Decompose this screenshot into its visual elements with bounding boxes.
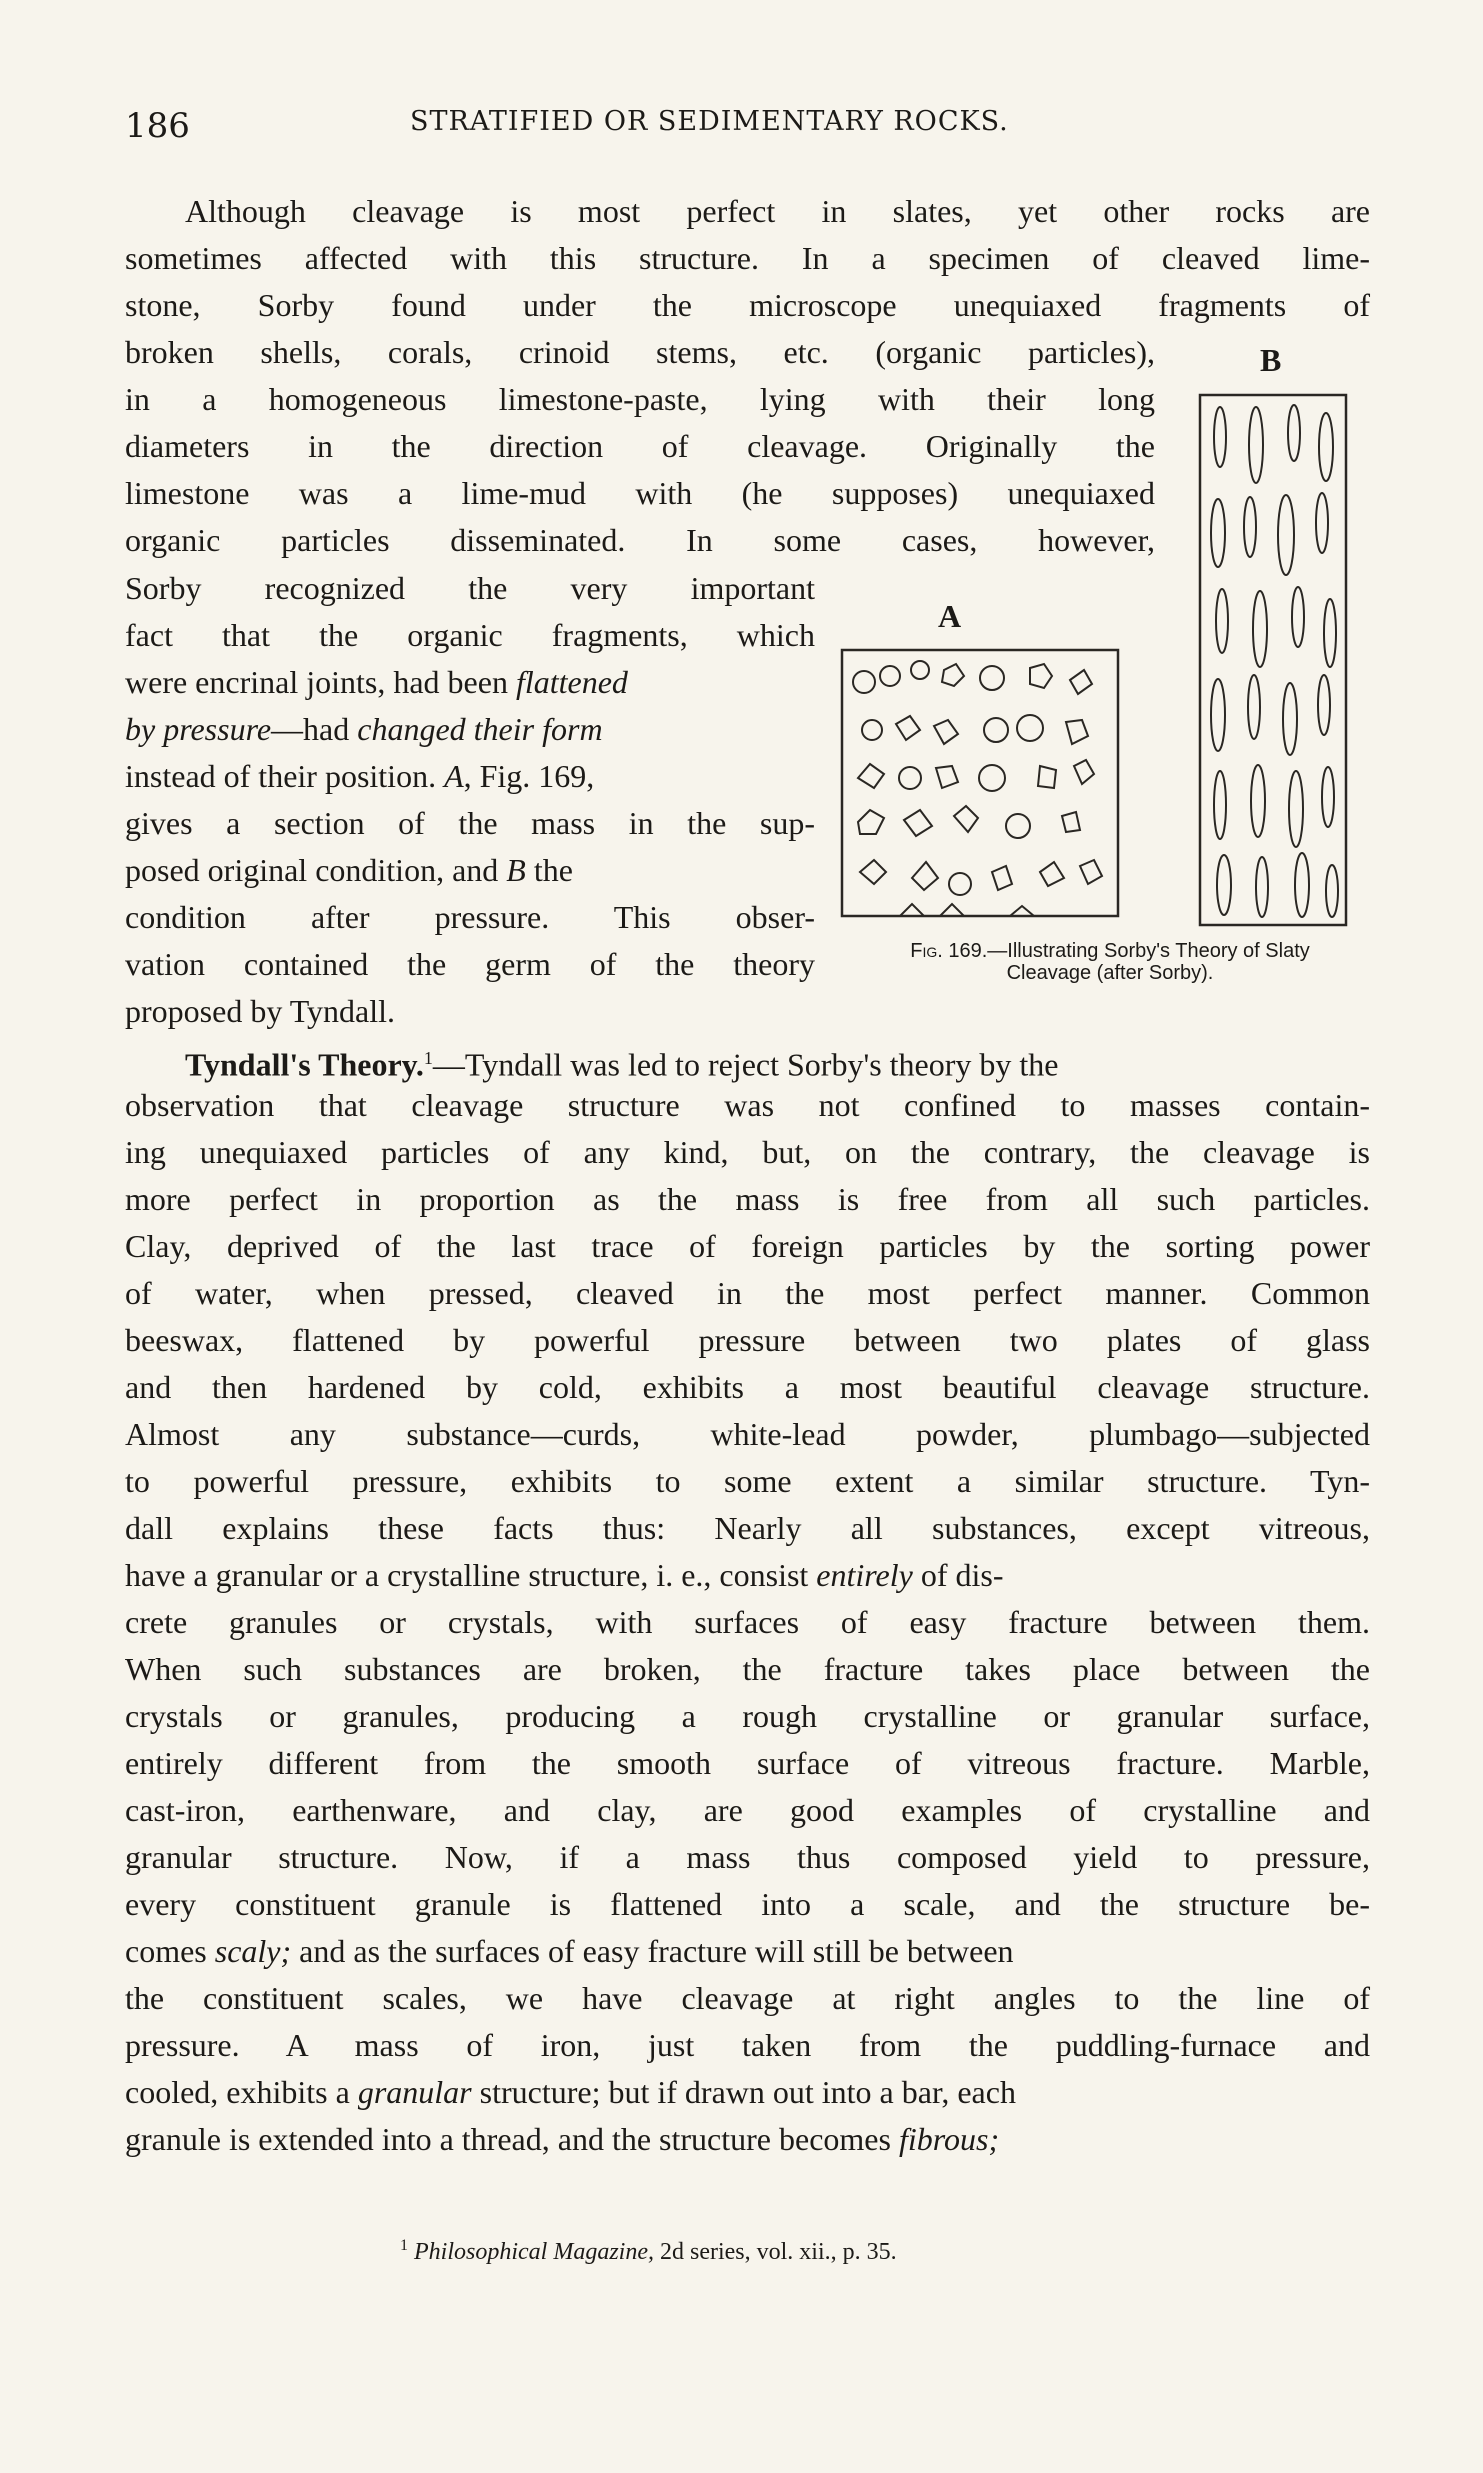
body-line: When such substances are broken, the fracture takes place between the xyxy=(125,1651,1370,1687)
body-line: every constituent granule is flattened into a scale, and the structure be- xyxy=(125,1886,1370,1922)
body-line: in a homogeneous limestone-paste, lying with their long xyxy=(125,381,1155,417)
body-line: Almost any substance—curds, white-lead powder, plumbago—subjected xyxy=(125,1416,1370,1452)
footnote: $^1$ Philosophical Magazine, 2d series, vol. xii., p. 35. xyxy=(400,2237,897,2265)
body-line: have a granular or a crystalline structure, i. e., consist entirely of dis- xyxy=(125,1557,1004,1593)
body-line: the constituent scales, we have cleavage at right angles to the line of xyxy=(125,1980,1370,2016)
body-line: stone, Sorby found under the microscope unequiaxed fragments of xyxy=(125,287,1370,323)
body-line: vation contained the germ of the theory xyxy=(125,946,815,982)
figure-caption: Fig. 169.—Illustrating Sorby's Theory of Slaty Cleavage (after Sorby). xyxy=(910,940,1310,984)
body-line: condition after pressure. This obser- xyxy=(125,899,815,935)
body-line: Sorby recognized the very important xyxy=(125,570,815,606)
figure-a-diagram xyxy=(840,640,1120,920)
body-line: Clay, deprived of the last trace of foreign particles by the sorting power xyxy=(125,1228,1370,1264)
body-line: dall explains these facts thus: Nearly all substances, except vitreous, xyxy=(125,1510,1370,1546)
body-line: gives a section of the mass in the sup- xyxy=(125,805,815,841)
body-line: ing unequiaxed particles of any kind, but, on the contrary, the cleavage is xyxy=(125,1134,1370,1170)
body-line: proposed by Tyndall. xyxy=(125,993,396,1029)
body-line: diameters in the direction of cleavage. Originally the xyxy=(125,428,1155,464)
page-header xyxy=(0,100,1483,150)
page-number: 186 xyxy=(125,106,190,146)
body-line: organic particles disseminated. In some cases, however, xyxy=(125,522,1155,558)
body-line: crystals or granules, producing a rough crystalline or granular surface, xyxy=(125,1698,1370,1734)
body-line: fact that the organic fragments, which xyxy=(125,617,815,653)
body-line: were encrinal joints, had been flattened xyxy=(125,664,628,700)
body-line: instead of their position. A, Fig. 169, xyxy=(125,758,595,794)
figure-b-diagram xyxy=(1198,385,1350,930)
body-line: limestone was a lime-mud with (he supposes) unequiaxed xyxy=(125,475,1155,511)
body-line: granule is extended into a thread, and the structure becomes fibrous; xyxy=(125,2121,1000,2157)
figure-label-a: A xyxy=(938,598,962,634)
body-line: cast-iron, earthenware, and clay, are good examples of crystalline and xyxy=(125,1792,1370,1828)
figure-label-b: B xyxy=(1260,342,1282,378)
running-title: STRATIFIED OR SEDIMENTARY ROCKS. xyxy=(410,106,1009,137)
section-heading-line: Tyndall's Theory.$^1$—Tyndall was led to reject Sorby's theory by the xyxy=(185,1046,1059,1083)
body-line: Although cleavage is most perfect in slates, yet other rocks are xyxy=(185,193,1370,229)
body-line: crete granules or crystals, with surfaces of easy fracture between them. xyxy=(125,1604,1370,1640)
body-line: beeswax, flattened by powerful pressure between two plates of glass xyxy=(125,1322,1370,1358)
body-line: broken shells, corals, crinoid stems, etc. (organic particles), xyxy=(125,334,1155,370)
body-line: granular structure. Now, if a mass thus composed yield to pressure, xyxy=(125,1839,1370,1875)
body-line: cooled, exhibits a granular structure; but if drawn out into a bar, each xyxy=(125,2074,1016,2110)
section-heading: Tyndall's Theory. xyxy=(185,1046,424,1083)
body-line: posed original condition, and B the xyxy=(125,852,573,888)
body-line: observation that cleavage structure was not confined to masses contain- xyxy=(125,1087,1370,1123)
body-line: sometimes affected with this structure. In a specimen of cleaved lime- xyxy=(125,240,1370,276)
body-line: entirely different from the smooth surface of vitreous fracture. Marble, xyxy=(125,1745,1370,1781)
body-line: and then hardened by cold, exhibits a most beautiful cleavage structure. xyxy=(125,1369,1370,1405)
body-line: to powerful pressure, exhibits to some extent a similar structure. Tyn- xyxy=(125,1463,1370,1499)
body-line: comes scaly; and as the surfaces of easy fracture will still be between xyxy=(125,1933,1014,1969)
body-line: by pressure—had changed their form xyxy=(125,711,603,747)
body-line: pressure. A mass of iron, just taken from the puddling-furnace and xyxy=(125,2027,1370,2063)
body-line: of water, when pressed, cleaved in the most perfect manner. Common xyxy=(125,1275,1370,1311)
body-line: more perfect in proportion as the mass is free from all such particles. xyxy=(125,1181,1370,1217)
